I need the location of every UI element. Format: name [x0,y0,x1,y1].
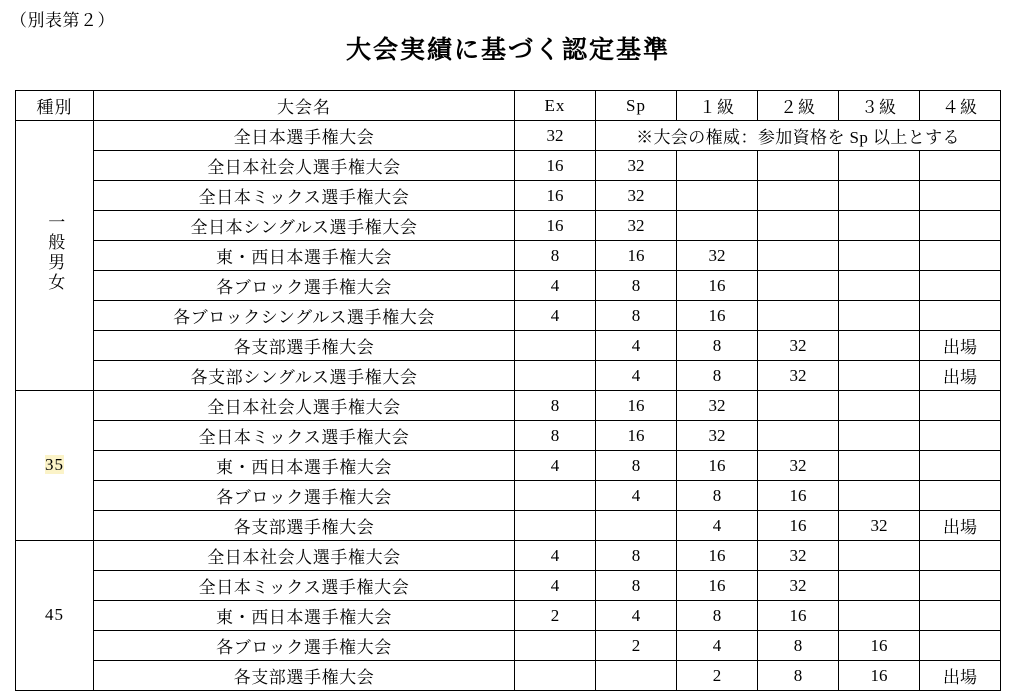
grade-cell-ex: 4 [515,271,596,301]
grade-cell-grade-2 [758,181,839,211]
event-name-cell: 各支部選手権大会 [94,331,515,361]
grade-cell-grade-3 [839,421,920,451]
grade-cell-ex [515,511,596,541]
grade-cell-grade-3: 32 [839,511,920,541]
column-header-event: 大会名 [94,91,515,121]
grade-cell-grade-3 [839,181,920,211]
grade-cell-grade-3 [839,241,920,271]
category-label: 35 [45,455,64,475]
category-label-vertical: 一般男女 [45,212,65,293]
table-row [16,421,1001,451]
grade-cell-grade-2 [758,151,839,181]
event-name-cell: 各支部選手権大会 [94,661,515,691]
event-name-cell: 全日本社会人選手権大会 [94,391,515,421]
grade-cell-sp [596,661,677,691]
grade-cell-grade-4: 出場 [920,331,1001,361]
grade-cell-grade-2: 32 [758,571,839,601]
grade-cell-sp: 8 [596,271,677,301]
grade-cell-grade-1: 8 [677,481,758,511]
table-header [16,91,1001,121]
event-name-cell: 全日本選手権大会 [94,121,515,151]
table-row [16,361,1001,391]
event-name-cell: 東・西日本選手権大会 [94,241,515,271]
grade-cell-ex: 32 [515,121,596,151]
table-row [16,211,1001,241]
grade-cell-grade-2 [758,301,839,331]
column-header-sp: Sp [596,91,677,121]
column-header-ex: Ex [515,91,596,121]
table-row [16,241,1001,271]
column-header-grade-1: １級 [677,91,758,121]
grade-cell-grade-1 [677,211,758,241]
grade-cell-ex [515,361,596,391]
grade-cell-sp: 4 [596,601,677,631]
grade-cell-grade-2 [758,391,839,421]
grade-cell-grade-2: 8 [758,631,839,661]
grade-cell-sp: 8 [596,301,677,331]
grade-cell-grade-1: 4 [677,631,758,661]
grade-cell-ex [515,331,596,361]
category-cell [16,121,94,391]
grade-cell-grade-4 [920,391,1001,421]
grade-cell-ex: 4 [515,571,596,601]
table-row [16,121,1001,151]
table-row [16,181,1001,211]
authority-note-cell: ※大会の権威：参加資格を Sp 以上とする [596,121,1001,151]
grade-cell-grade-1: 16 [677,541,758,571]
appendix-label: （別表第２） [10,11,115,30]
grade-cell-grade-3 [839,391,920,421]
grade-cell-grade-3 [839,361,920,391]
event-name-cell: 各ブロック選手権大会 [94,481,515,511]
grade-cell-grade-2 [758,421,839,451]
grade-cell-ex: 8 [515,391,596,421]
event-name-cell: 全日本ミックス選手権大会 [94,421,515,451]
grade-cell-ex: 4 [515,451,596,481]
grade-cell-sp [596,511,677,541]
event-name-cell: 東・西日本選手権大会 [94,451,515,481]
event-name-cell: 全日本シングルス選手権大会 [94,211,515,241]
table-row [16,151,1001,181]
grade-cell-grade-1: 16 [677,571,758,601]
grade-cell-sp: 8 [596,541,677,571]
event-name-cell: 各ブロック選手権大会 [94,271,515,301]
grade-cell-sp: 4 [596,481,677,511]
grade-cell-grade-4 [920,241,1001,271]
grade-cell-ex [515,481,596,511]
grade-cell-grade-3 [839,541,920,571]
grade-cell-grade-1: 8 [677,601,758,631]
grade-cell-grade-2: 16 [758,511,839,541]
column-header-category: 種別 [16,91,94,121]
table-row [16,301,1001,331]
event-name-cell: 各ブロック選手権大会 [94,631,515,661]
event-name-cell: 全日本ミックス選手権大会 [94,571,515,601]
grade-cell-grade-1 [677,181,758,211]
table-row [16,631,1001,661]
table-row [16,571,1001,601]
grade-cell-grade-1: 4 [677,511,758,541]
table-row [16,511,1001,541]
grade-cell-grade-3 [839,331,920,361]
grade-cell-grade-2: 8 [758,661,839,691]
grade-cell-grade-1: 8 [677,361,758,391]
grade-cell-ex: 8 [515,241,596,271]
grade-cell-grade-1: 8 [677,331,758,361]
grade-cell-grade-2: 32 [758,541,839,571]
table-body [16,121,1001,691]
table-row [16,391,1001,421]
grade-cell-grade-3 [839,601,920,631]
grade-cell-grade-4 [920,271,1001,301]
grade-cell-grade-1: 32 [677,421,758,451]
grade-cell-sp: 16 [596,241,677,271]
grade-cell-sp: 16 [596,421,677,451]
table-row [16,481,1001,511]
page-title: 大会実績に基づく認定基準 [345,37,670,64]
grade-cell-grade-2: 16 [758,481,839,511]
grade-cell-grade-1: 32 [677,391,758,421]
certification-criteria-table [15,90,1001,691]
grade-cell-grade-4 [920,451,1001,481]
table-row [16,601,1001,631]
grade-cell-sp: 32 [596,151,677,181]
grade-cell-ex: 8 [515,421,596,451]
grade-cell-grade-1: 16 [677,451,758,481]
category-cell [16,541,94,691]
grade-cell-grade-3 [839,211,920,241]
grade-cell-grade-2 [758,241,839,271]
grade-cell-ex: 2 [515,601,596,631]
grade-cell-grade-4: 出場 [920,511,1001,541]
grade-cell-ex: 16 [515,181,596,211]
grade-cell-grade-4 [920,421,1001,451]
column-header-grade-3: ３級 [839,91,920,121]
table-row [16,451,1001,481]
grade-cell-ex: 16 [515,151,596,181]
event-name-cell: 各ブロックシングルス選手権大会 [94,301,515,331]
grade-cell-sp: 4 [596,331,677,361]
grade-cell-grade-4: 出場 [920,661,1001,691]
grade-cell-grade-4 [920,601,1001,631]
grade-cell-ex [515,631,596,661]
grade-cell-grade-3 [839,151,920,181]
grade-cell-grade-1: 16 [677,271,758,301]
grade-cell-sp: 8 [596,451,677,481]
grade-cell-sp: 4 [596,361,677,391]
grade-cell-grade-1: 2 [677,661,758,691]
event-name-cell: 全日本社会人選手権大会 [94,541,515,571]
grade-cell-grade-1: 32 [677,241,758,271]
grade-cell-ex: 16 [515,211,596,241]
grade-cell-grade-2 [758,271,839,301]
grade-cell-sp: 32 [596,181,677,211]
grade-cell-sp: 2 [596,631,677,661]
event-name-cell: 各支部シングルス選手権大会 [94,361,515,391]
category-cell [16,391,94,541]
category-label: 45 [45,605,64,625]
grade-cell-grade-2: 32 [758,331,839,361]
column-header-grade-2: ２級 [758,91,839,121]
column-header-grade-4: ４級 [920,91,1001,121]
grade-cell-grade-3 [839,301,920,331]
grade-cell-grade-3 [839,271,920,301]
grade-cell-ex [515,661,596,691]
table-row [16,271,1001,301]
grade-cell-grade-3: 16 [839,631,920,661]
grade-cell-sp: 16 [596,391,677,421]
grade-cell-grade-3 [839,451,920,481]
grade-cell-grade-4: 出場 [920,361,1001,391]
grade-cell-grade-2: 32 [758,361,839,391]
grade-cell-grade-4 [920,631,1001,661]
grade-cell-grade-4 [920,541,1001,571]
grade-cell-grade-2: 16 [758,601,839,631]
table-row [16,541,1001,571]
event-name-cell: 東・西日本選手権大会 [94,601,515,631]
grade-cell-grade-4 [920,211,1001,241]
grade-cell-ex: 4 [515,301,596,331]
grade-cell-grade-3 [839,481,920,511]
grade-cell-grade-1 [677,151,758,181]
grade-cell-grade-4 [920,151,1001,181]
grade-cell-grade-4 [920,571,1001,601]
grade-cell-grade-1: 16 [677,301,758,331]
table-header-row [16,91,1001,121]
event-name-cell: 全日本ミックス選手権大会 [94,181,515,211]
event-name-cell: 各支部選手権大会 [94,511,515,541]
grade-cell-grade-4 [920,481,1001,511]
grade-cell-grade-4 [920,181,1001,211]
grade-cell-sp: 8 [596,571,677,601]
grade-cell-grade-4 [920,301,1001,331]
grade-cell-sp: 32 [596,211,677,241]
table-row [16,661,1001,691]
table-row [16,331,1001,361]
grade-cell-grade-3 [839,571,920,601]
grade-cell-grade-2: 32 [758,451,839,481]
grade-cell-grade-3: 16 [839,661,920,691]
event-name-cell: 全日本社会人選手権大会 [94,151,515,181]
grade-cell-ex: 4 [515,541,596,571]
grade-cell-grade-2 [758,211,839,241]
